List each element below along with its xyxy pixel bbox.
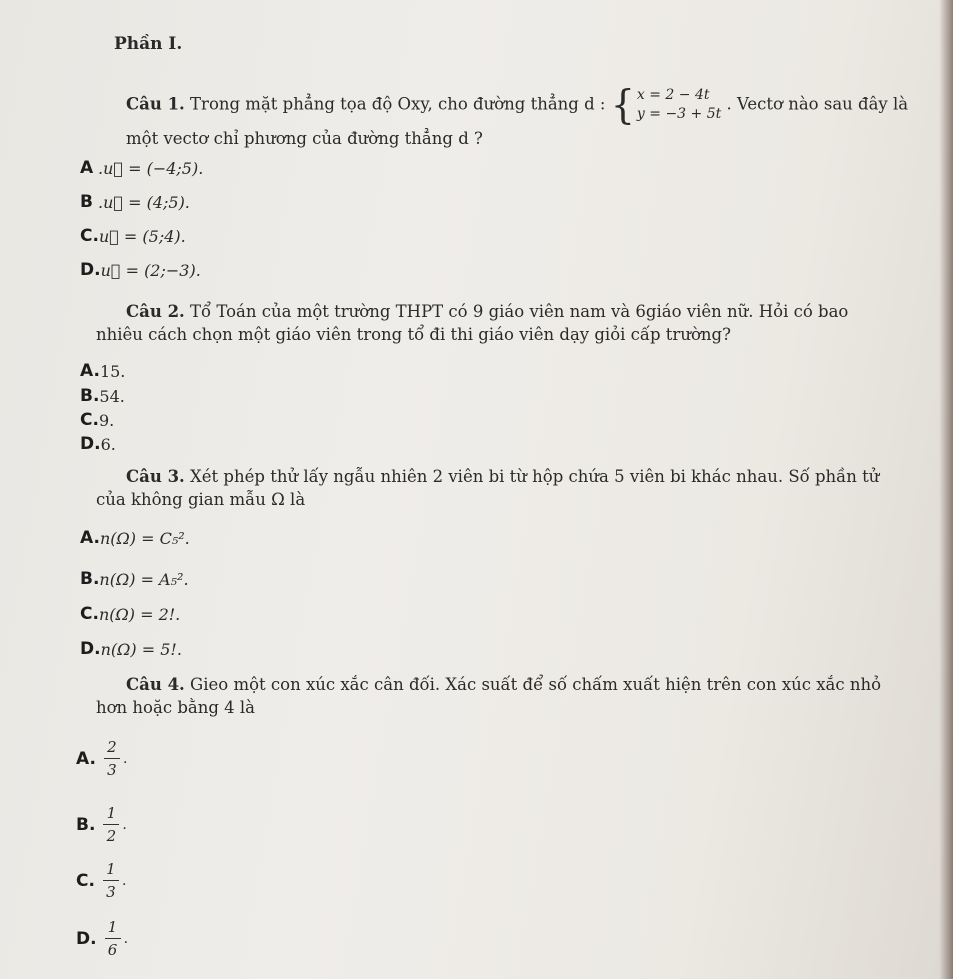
option-text: n(Ω) = 5!.	[100, 639, 182, 659]
q2-option-c[interactable]	[80, 410, 114, 430]
brace-icon: {	[610, 81, 635, 129]
option-text: .u⃗ = (4;5).	[98, 192, 190, 212]
fraction-bar	[103, 824, 119, 825]
option-letter: B.	[80, 569, 100, 589]
q4-option-a[interactable]: A. $\frac{2}{3}$ .	[76, 738, 128, 779]
option-text: n(Ω) = A₅².	[99, 569, 189, 589]
question-3-text: Xét phép thử lấy ngẫu nhiên 2 viên bi từ hộp chứa 5 viên bi khác nhau. Số phần tử	[190, 467, 880, 486]
question-3-label: Câu 3.	[126, 467, 185, 486]
option-letter: C.	[80, 604, 99, 624]
option-letter: D.	[80, 639, 101, 659]
fraction	[104, 738, 120, 779]
q3-option-b[interactable]	[80, 569, 189, 589]
option-letter: A.	[76, 748, 96, 769]
q3-option-c[interactable]	[80, 604, 180, 624]
q4-option-d[interactable]: D. $\frac{1}{6}$ .	[76, 918, 129, 959]
question-1-stem	[126, 81, 909, 129]
question-3-stem	[126, 466, 879, 487]
q4-option-b[interactable]: B. $\frac{1}{2}$ .	[76, 804, 127, 845]
question-1-label: Câu 1.	[126, 94, 185, 114]
q3-option-a[interactable]	[80, 528, 190, 548]
option-letter: C.	[76, 870, 95, 891]
question-1-line-2: một vectơ chỉ phương của đường thẳng d ?	[126, 129, 483, 148]
fraction-bar	[105, 938, 121, 939]
option-text: 15.	[99, 361, 126, 381]
fraction-numerator: 1	[107, 918, 118, 936]
fraction-numerator: 2	[107, 738, 117, 756]
fraction-denominator: 6	[107, 941, 118, 959]
option-letter: C.	[80, 226, 99, 246]
equation-y: y = −3 + 5t	[636, 106, 722, 122]
option-letter: B.	[76, 814, 96, 835]
q1-option-b[interactable]	[80, 192, 190, 212]
question-2-text: Tổ Toán của một trường THPT có 9 giáo viên nam và 6giáo viên nữ. Hỏi có bao	[190, 302, 849, 321]
section-title: Phần I.	[114, 34, 183, 54]
fraction-numerator: 1	[106, 860, 116, 878]
fraction	[103, 804, 119, 845]
fraction-bar	[104, 758, 120, 759]
option-letter: A.	[80, 361, 100, 381]
fraction-denominator: 3	[106, 883, 116, 901]
option-text: .u⃗ = (−4;5).	[98, 158, 204, 178]
question-4-stem	[126, 674, 881, 695]
q4-option-c[interactable]: C. $\frac{1}{3}$ .	[76, 860, 127, 901]
option-text: n(Ω) = C₅².	[99, 528, 190, 548]
option-letter: D.	[76, 928, 97, 949]
page-edge-shadow	[939, 0, 953, 979]
fraction-bar	[103, 880, 119, 881]
option-text: u⃗ = (2;−3).	[100, 260, 201, 280]
question-4-label: Câu 4.	[126, 675, 185, 694]
q2-option-b[interactable]	[80, 386, 125, 406]
option-text: u⃗ = (5;4).	[98, 226, 186, 246]
q2-option-a[interactable]	[80, 361, 125, 381]
option-text: 6.	[100, 434, 116, 454]
option-letter: D.	[80, 434, 101, 454]
fraction-denominator: 2	[106, 827, 117, 845]
option-letter: B.	[80, 386, 100, 406]
q1-option-d[interactable]	[80, 260, 201, 280]
q1-option-c[interactable]	[80, 226, 186, 246]
option-text: n(Ω) = 2!.	[98, 604, 181, 624]
option-text: 9.	[98, 410, 115, 430]
fraction	[103, 860, 119, 901]
question-2-line-2: nhiêu cách chọn một giáo viên trong tổ đi thi giáo viên dạy giỏi cấp trường?	[96, 325, 731, 344]
option-letter: C.	[80, 410, 99, 430]
question-2-stem	[126, 301, 848, 322]
option-letter: A.	[80, 528, 100, 548]
question-4-line-2: hơn hoặc bằng 4 là	[96, 698, 256, 717]
question-4-text: Gieo một con xúc xắc cân đối. Xác suất để số chấm xuất hiện trên con xúc xắc nhỏ	[190, 675, 882, 694]
fraction-denominator: 3	[107, 761, 117, 779]
q2-option-d[interactable]	[80, 434, 116, 454]
q1-option-a[interactable]	[80, 158, 203, 178]
q3-option-d[interactable]	[80, 639, 182, 659]
question-1-text-after: . Vectơ nào sau đây là	[726, 94, 909, 114]
option-letter: A	[80, 158, 94, 178]
fraction	[105, 918, 121, 959]
question-3-line-2: của không gian mẫu Ω là	[96, 490, 306, 509]
question-1-text-before: Trong mặt phẳng tọa độ Oxy, cho đường thẳng d :	[190, 94, 606, 114]
question-2-label: Câu 2.	[126, 302, 185, 321]
option-letter: B	[80, 192, 93, 212]
option-letter: D.	[80, 260, 101, 280]
equation-x: x = 2 − 4t	[636, 87, 710, 104]
fraction-numerator: 1	[106, 804, 117, 822]
option-text: 54.	[99, 386, 125, 406]
line-equation-system	[610, 81, 722, 129]
